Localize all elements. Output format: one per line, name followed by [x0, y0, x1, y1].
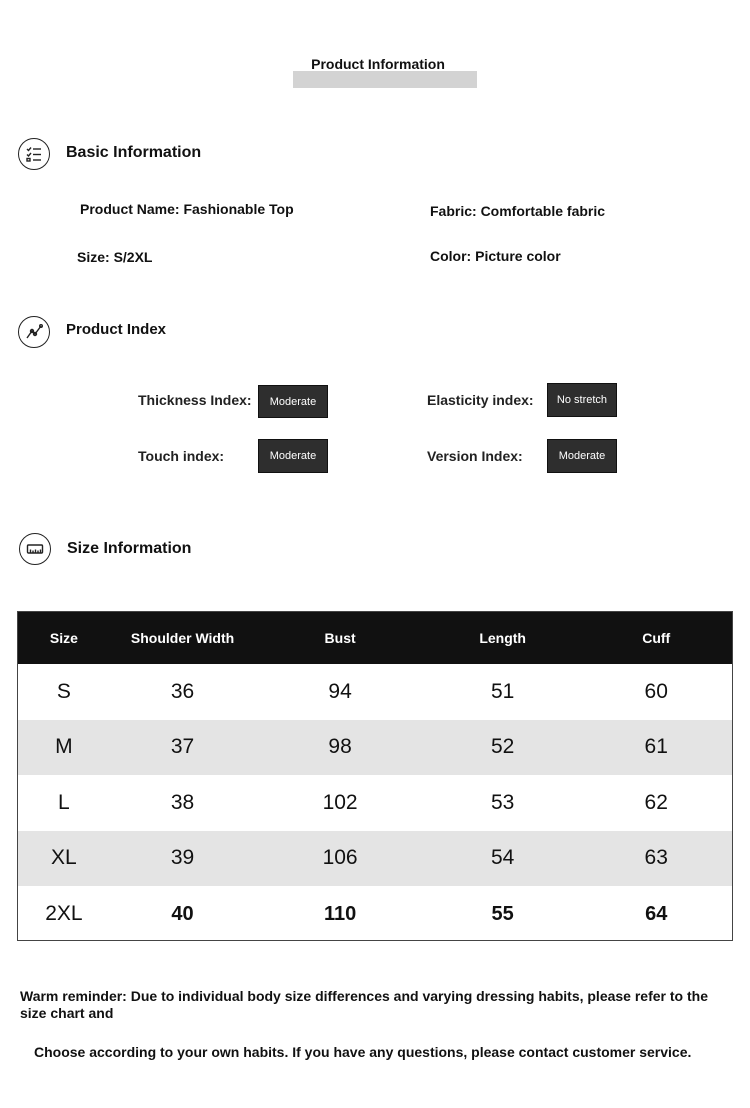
touch-index-badge: Moderate [258, 439, 328, 473]
cell-size: S [56, 679, 71, 703]
header-cuff: Cuff [642, 630, 671, 646]
cell-bust: 102 [322, 790, 358, 814]
cell-shoulder-width: 39 [170, 846, 195, 870]
header-size: Size [49, 630, 78, 646]
cell-cuff: 62 [644, 790, 668, 814]
warm-reminder-text: Warm reminder: Due to individual body size differences and varying dressing habits, please refer to the size chart and [20, 988, 708, 1021]
cell-shoulder-width: 37 [170, 735, 195, 759]
cell-length: 53 [490, 790, 515, 814]
table-row [18, 886, 732, 942]
size-information-title: Size Information [67, 540, 192, 557]
thickness-index-label: Thickness Index: [138, 392, 252, 408]
version-index-label: Version Index: [427, 448, 523, 464]
header-length: Length [479, 630, 526, 646]
product-index-title: Product Index [66, 321, 167, 338]
table-row [18, 775, 732, 831]
cell-bust: 94 [328, 679, 352, 703]
version-index-badge: Moderate [547, 439, 617, 473]
cell-shoulder-width: 40 [171, 902, 194, 925]
cell-length: 51 [490, 679, 515, 703]
elasticity-index-label: Elasticity index: [427, 392, 534, 408]
fabric-text: Fabric: Comfortable fabric [430, 203, 606, 219]
title-underline-bar [293, 71, 477, 88]
table-row [18, 720, 732, 776]
cell-shoulder-width: 38 [170, 790, 195, 814]
elasticity-index-badge: No stretch [547, 383, 617, 417]
thickness-index-badge: Moderate [258, 385, 328, 418]
basic-information-title: Basic Information [66, 144, 202, 161]
cell-size: L [58, 790, 70, 814]
cell-cuff: 60 [644, 679, 668, 703]
page-title: Product Information [311, 56, 445, 72]
header-bust: Bust [324, 630, 356, 646]
cell-cuff: 63 [644, 846, 668, 870]
customer-service-text: Choose according to your own habits. If you have any questions, please contact customer service. [34, 1044, 692, 1060]
checklist-icon [18, 138, 50, 170]
touch-index-label: Touch index: [138, 448, 225, 464]
cell-shoulder-width: 36 [170, 679, 195, 703]
cell-size: 2XL [45, 902, 83, 925]
size-table [17, 611, 733, 941]
cell-length: 54 [490, 846, 515, 870]
table-row [18, 831, 732, 887]
table-row [18, 664, 732, 720]
product-name-text: Product Name: Fashionable Top [80, 201, 294, 217]
color-text: Color: Picture color [430, 248, 561, 264]
cell-bust: 98 [328, 735, 352, 759]
cell-cuff: 64 [645, 902, 668, 925]
header-shoulder-width: Shoulder Width [130, 630, 235, 646]
table-header [18, 612, 732, 664]
cell-cuff: 61 [644, 735, 668, 759]
cell-size: XL [51, 846, 77, 870]
cell-bust: 106 [322, 846, 358, 870]
cell-size: M [55, 735, 73, 759]
cell-length: 55 [491, 902, 514, 925]
ruler-icon [19, 533, 51, 565]
trend-chart-icon [18, 316, 50, 348]
size-text: Size: S/2XL [77, 249, 153, 265]
cell-length: 52 [490, 735, 515, 759]
cell-bust: 110 [323, 902, 357, 925]
